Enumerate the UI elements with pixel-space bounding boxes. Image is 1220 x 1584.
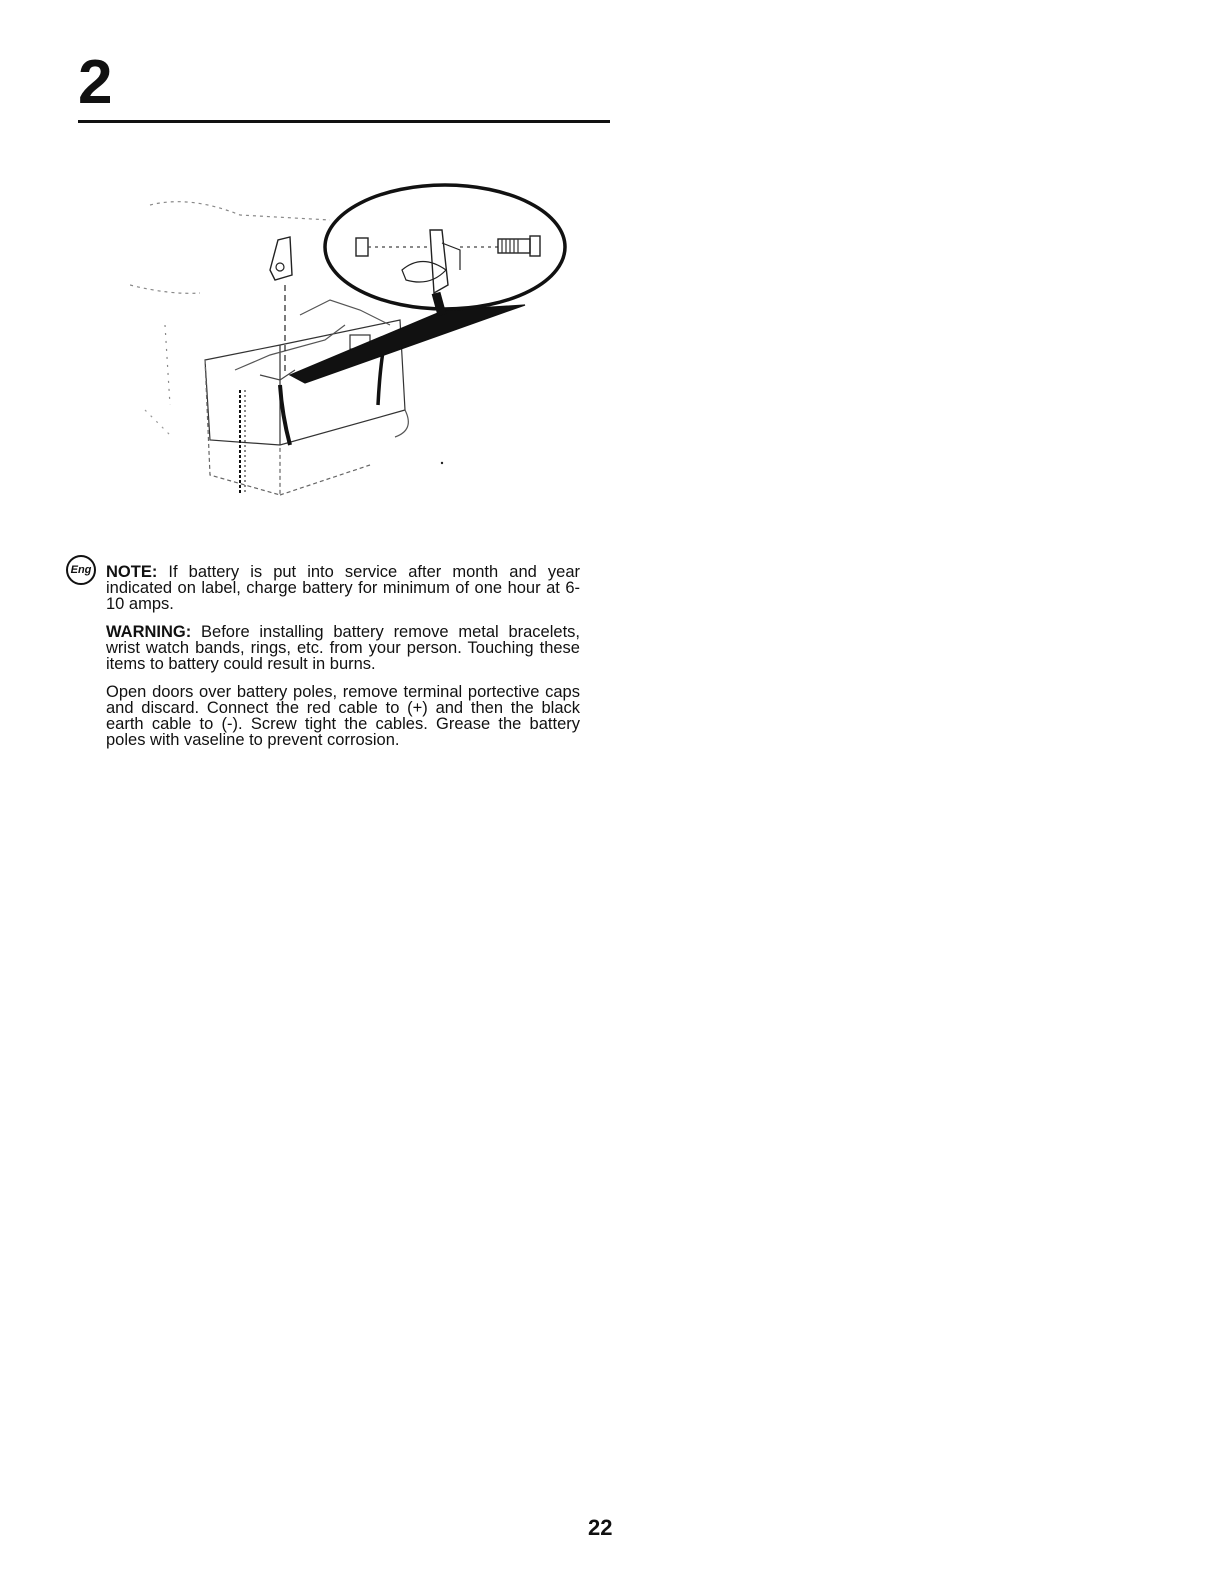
note-paragraph	[106, 564, 580, 612]
battery-installation-illustration	[130, 175, 580, 525]
step-number: 2	[78, 48, 113, 117]
warning-paragraph	[106, 624, 580, 672]
header-rule	[78, 120, 610, 123]
page-number: 22	[588, 1515, 613, 1540]
warning-label: WARNING:	[106, 623, 192, 641]
instruction-text	[106, 564, 580, 760]
note-text: If battery is put into service after month and year indicated on label, charge battery for minimum of one hour at 6-10 amps.	[106, 563, 580, 613]
language-badge-icon: Eng	[66, 555, 96, 585]
warning-text: Before installing battery remove metal bracelets, wrist watch bands, rings, etc. from your person. Touching these items to battery could result in burns.	[106, 623, 580, 673]
instructions-paragraph: Open doors over battery poles, remove terminal portective caps and discard. Connect the red cable to (+) and then the black earth cable to (-). Screw tight the cables. Grease the battery poles with vaseline to prevent corrosion.	[106, 683, 580, 749]
note-label: NOTE:	[106, 563, 158, 581]
